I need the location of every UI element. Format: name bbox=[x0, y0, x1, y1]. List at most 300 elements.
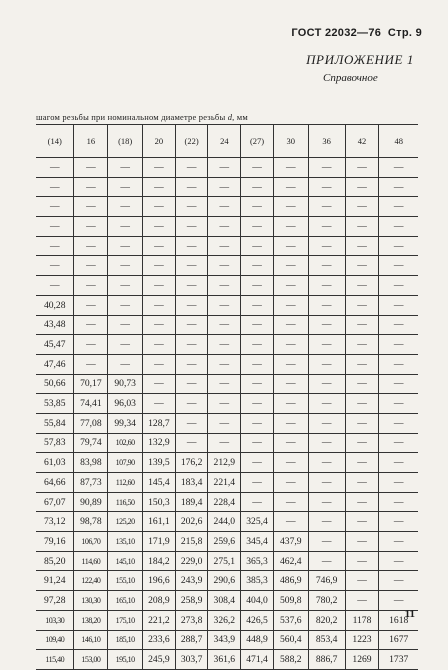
table-cell: — bbox=[345, 335, 379, 355]
table-row bbox=[36, 413, 418, 433]
table-cell: — bbox=[273, 512, 308, 532]
table-cell: — bbox=[308, 177, 345, 197]
table-cell: 116,50 bbox=[108, 492, 143, 512]
table-cell: 74,41 bbox=[74, 394, 108, 414]
table-cell: — bbox=[345, 413, 379, 433]
table-cell: 853,4 bbox=[308, 630, 345, 650]
table-cell: — bbox=[208, 413, 241, 433]
table-cell: — bbox=[175, 413, 208, 433]
table-cell: — bbox=[241, 158, 274, 178]
appendix-subtitle: Справочное bbox=[323, 72, 378, 84]
table-cell: 70,17 bbox=[74, 374, 108, 394]
table-cell: — bbox=[308, 532, 345, 552]
table-cell: 114,60 bbox=[74, 551, 108, 571]
table-cell: 185,10 bbox=[108, 630, 143, 650]
table-cell: 99,34 bbox=[108, 413, 143, 433]
table-cell: 1737 bbox=[379, 650, 418, 670]
table-cell: — bbox=[241, 236, 274, 256]
table-cell: — bbox=[175, 276, 208, 296]
table-cell: — bbox=[241, 394, 274, 414]
table-cell: — bbox=[273, 256, 308, 276]
table-cell: 471,4 bbox=[241, 650, 274, 670]
table-cell: — bbox=[379, 177, 418, 197]
table-cell: 275,1 bbox=[208, 551, 241, 571]
table-cell: 132,9 bbox=[143, 433, 176, 453]
table-cell: — bbox=[143, 158, 176, 178]
table-cell: 96,03 bbox=[108, 394, 143, 414]
column-header: 24 bbox=[208, 125, 241, 158]
table-cell: — bbox=[74, 256, 108, 276]
table-row bbox=[36, 453, 418, 473]
table-row bbox=[36, 276, 418, 296]
table-cell: 1178 bbox=[345, 610, 379, 630]
table-row bbox=[36, 374, 418, 394]
table-row bbox=[36, 177, 418, 197]
table-cell: — bbox=[241, 354, 274, 374]
table-cell: — bbox=[143, 236, 176, 256]
table-cell: — bbox=[379, 571, 418, 591]
table-cell: — bbox=[379, 413, 418, 433]
table-cell: — bbox=[74, 315, 108, 335]
table-cell: — bbox=[273, 295, 308, 315]
table-cell: 40,28 bbox=[36, 295, 74, 315]
table-cell: 47,46 bbox=[36, 354, 74, 374]
table-cell: — bbox=[308, 256, 345, 276]
table-cell: — bbox=[175, 295, 208, 315]
table-cell: 233,6 bbox=[143, 630, 176, 650]
table-cell: 1677 bbox=[379, 630, 418, 650]
table-cell: 165,10 bbox=[108, 591, 143, 611]
table-cell: — bbox=[175, 177, 208, 197]
table-cell: 189,4 bbox=[175, 492, 208, 512]
table-cell: — bbox=[208, 335, 241, 355]
table-cell: 886,7 bbox=[308, 650, 345, 670]
table-row bbox=[36, 256, 418, 276]
table-cell: 361,6 bbox=[208, 650, 241, 670]
table-cell: 215,8 bbox=[175, 532, 208, 552]
table-cell: — bbox=[241, 276, 274, 296]
table-cell: — bbox=[308, 315, 345, 335]
table-cell: — bbox=[345, 512, 379, 532]
table-row bbox=[36, 335, 418, 355]
table-cell: 437,9 bbox=[273, 532, 308, 552]
table-cell: 91,24 bbox=[36, 571, 74, 591]
table-cell: 345,4 bbox=[241, 532, 274, 552]
table-cell: — bbox=[143, 354, 176, 374]
table-cell: 90,73 bbox=[108, 374, 143, 394]
table-cell: — bbox=[74, 335, 108, 355]
table-cell: — bbox=[175, 354, 208, 374]
table-cell: — bbox=[175, 217, 208, 237]
table-cell: — bbox=[308, 551, 345, 571]
table-row bbox=[36, 354, 418, 374]
table-cell: — bbox=[108, 295, 143, 315]
table-cell: — bbox=[345, 571, 379, 591]
table-cell: — bbox=[273, 315, 308, 335]
column-header: 30 bbox=[273, 125, 308, 158]
table-cell: 87,73 bbox=[74, 473, 108, 493]
table-cell: 128,7 bbox=[143, 413, 176, 433]
table-cell: — bbox=[308, 197, 345, 217]
table-cell: 45,47 bbox=[36, 335, 74, 355]
table-cell: 1269 bbox=[345, 650, 379, 670]
table-cell: 385,3 bbox=[241, 571, 274, 591]
table-cell: 537,6 bbox=[273, 610, 308, 630]
table-cell: 109,40 bbox=[36, 630, 74, 650]
table-header-row bbox=[36, 125, 418, 158]
table-cell: — bbox=[379, 276, 418, 296]
table-cell: — bbox=[143, 374, 176, 394]
standard-code: ГОСТ 22032—76 bbox=[291, 27, 382, 39]
table-cell: — bbox=[74, 177, 108, 197]
table-cell: — bbox=[379, 512, 418, 532]
table-cell: — bbox=[345, 256, 379, 276]
table-cell: — bbox=[175, 197, 208, 217]
table-cell: 161,1 bbox=[143, 512, 176, 532]
table-cell: — bbox=[308, 374, 345, 394]
table-cell: 50,66 bbox=[36, 374, 74, 394]
table-cell: 245,9 bbox=[143, 650, 176, 670]
table-row bbox=[36, 473, 418, 493]
table-cell: 103,30 bbox=[36, 610, 74, 630]
table-cell: 560,4 bbox=[273, 630, 308, 650]
table-cell: 404,0 bbox=[241, 591, 274, 611]
table-cell: 146,10 bbox=[74, 630, 108, 650]
table-cell: 343,9 bbox=[208, 630, 241, 650]
table-cell: 221,4 bbox=[208, 473, 241, 493]
table-cell: — bbox=[175, 315, 208, 335]
table-cell: — bbox=[273, 394, 308, 414]
table-cell: — bbox=[108, 256, 143, 276]
table-cell: — bbox=[273, 374, 308, 394]
table-cell: 290,6 bbox=[208, 571, 241, 591]
table-cell: — bbox=[379, 492, 418, 512]
table-cell: — bbox=[208, 158, 241, 178]
table-row bbox=[36, 551, 418, 571]
table-cell: — bbox=[379, 217, 418, 237]
table-cell: 486,9 bbox=[273, 571, 308, 591]
table-cell: — bbox=[345, 158, 379, 178]
caption-text: шагом резьбы при номинальном диаметре резьбы bbox=[36, 112, 228, 122]
table-cell: — bbox=[208, 276, 241, 296]
table-cell: — bbox=[273, 197, 308, 217]
table-cell: — bbox=[379, 256, 418, 276]
table-cell: 73,12 bbox=[36, 512, 74, 532]
table-cell: — bbox=[308, 354, 345, 374]
table-cell: — bbox=[208, 177, 241, 197]
table-cell: — bbox=[74, 236, 108, 256]
table-cell: — bbox=[273, 473, 308, 493]
table-cell: 153,00 bbox=[74, 650, 108, 670]
table-cell: — bbox=[308, 236, 345, 256]
table-cell: 79,16 bbox=[36, 532, 74, 552]
table-cell: 55,84 bbox=[36, 413, 74, 433]
table-row bbox=[36, 433, 418, 453]
caption-variable: d bbox=[227, 112, 233, 122]
table-cell: — bbox=[308, 512, 345, 532]
table-cell: — bbox=[379, 532, 418, 552]
table-cell: — bbox=[74, 295, 108, 315]
table-cell: — bbox=[379, 433, 418, 453]
document-header bbox=[291, 27, 422, 39]
table-cell: — bbox=[241, 197, 274, 217]
table-cell: 57,83 bbox=[36, 433, 74, 453]
table-cell: — bbox=[308, 453, 345, 473]
table-row bbox=[36, 492, 418, 512]
table-cell: — bbox=[308, 473, 345, 493]
table-cell: — bbox=[108, 335, 143, 355]
table-cell: — bbox=[379, 197, 418, 217]
table-row bbox=[36, 610, 418, 630]
table-cell: 77,08 bbox=[74, 413, 108, 433]
table-row bbox=[36, 630, 418, 650]
caption-unit: , мм bbox=[232, 112, 248, 122]
table-cell: — bbox=[379, 551, 418, 571]
table-cell: — bbox=[308, 433, 345, 453]
table-row bbox=[36, 591, 418, 611]
table-cell: 85,20 bbox=[36, 551, 74, 571]
table-cell: — bbox=[379, 591, 418, 611]
table-cell: — bbox=[345, 295, 379, 315]
table-cell: — bbox=[208, 315, 241, 335]
table-cell: 64,66 bbox=[36, 473, 74, 493]
table-row bbox=[36, 158, 418, 178]
table-cell: — bbox=[241, 433, 274, 453]
table-cell: 780,2 bbox=[308, 591, 345, 611]
table-cell: 212,9 bbox=[208, 453, 241, 473]
table-cell: 202,6 bbox=[175, 512, 208, 532]
table-cell: — bbox=[208, 256, 241, 276]
table-cell: — bbox=[143, 295, 176, 315]
table-cell: — bbox=[36, 217, 74, 237]
table-cell: — bbox=[208, 197, 241, 217]
table-cell: — bbox=[379, 158, 418, 178]
table-cell: — bbox=[143, 256, 176, 276]
table-cell: — bbox=[379, 394, 418, 414]
table-cell: — bbox=[308, 335, 345, 355]
table-cell: 462,4 bbox=[273, 551, 308, 571]
table-cell: — bbox=[143, 315, 176, 335]
table-cell: — bbox=[208, 295, 241, 315]
table-cell: 288,7 bbox=[175, 630, 208, 650]
table-cell: 448,9 bbox=[241, 630, 274, 650]
table-cell: 67,07 bbox=[36, 492, 74, 512]
table-cell: — bbox=[175, 394, 208, 414]
table-row bbox=[36, 650, 418, 670]
table-cell: — bbox=[241, 413, 274, 433]
table-cell: — bbox=[143, 197, 176, 217]
table-cell: — bbox=[108, 158, 143, 178]
table-cell: — bbox=[36, 177, 74, 197]
table-cell: 138,20 bbox=[74, 610, 108, 630]
table-row bbox=[36, 315, 418, 335]
table-cell: — bbox=[175, 256, 208, 276]
table-cell: — bbox=[108, 197, 143, 217]
table-cell: — bbox=[74, 158, 108, 178]
table-cell: — bbox=[241, 492, 274, 512]
table-cell: 155,10 bbox=[108, 571, 143, 591]
table-cell: 122,40 bbox=[74, 571, 108, 591]
table-cell: — bbox=[208, 354, 241, 374]
table-cell: — bbox=[241, 315, 274, 335]
table-cell: — bbox=[345, 433, 379, 453]
table-cell: — bbox=[345, 315, 379, 335]
table-caption bbox=[36, 112, 248, 122]
table-cell: — bbox=[108, 177, 143, 197]
table-cell: — bbox=[74, 217, 108, 237]
table-cell: — bbox=[273, 354, 308, 374]
table-cell: — bbox=[273, 276, 308, 296]
table-cell: — bbox=[379, 453, 418, 473]
table-cell: 243,9 bbox=[175, 571, 208, 591]
column-header: 20 bbox=[143, 125, 176, 158]
table-cell: 106,70 bbox=[74, 532, 108, 552]
table-cell: — bbox=[74, 354, 108, 374]
table-cell: 426,5 bbox=[241, 610, 274, 630]
column-header: 36 bbox=[308, 125, 345, 158]
table-cell: — bbox=[175, 158, 208, 178]
column-header: (27) bbox=[241, 125, 274, 158]
table-cell: — bbox=[345, 591, 379, 611]
table-cell: — bbox=[143, 217, 176, 237]
table-cell: 90,89 bbox=[74, 492, 108, 512]
table-cell: — bbox=[108, 236, 143, 256]
table-cell: — bbox=[175, 433, 208, 453]
table-cell: — bbox=[308, 492, 345, 512]
table-cell: — bbox=[273, 236, 308, 256]
table-cell: — bbox=[74, 197, 108, 217]
table-cell: — bbox=[345, 374, 379, 394]
table-cell: 303,7 bbox=[175, 650, 208, 670]
table-cell: — bbox=[379, 473, 418, 493]
page-label: Стр. 9 bbox=[387, 27, 422, 39]
table-cell: 107,90 bbox=[108, 453, 143, 473]
table-cell: 244,0 bbox=[208, 512, 241, 532]
table-cell: — bbox=[208, 433, 241, 453]
table-cell: — bbox=[273, 177, 308, 197]
table-cell: 130,30 bbox=[74, 591, 108, 611]
table-cell: 184,2 bbox=[143, 551, 176, 571]
table-cell: — bbox=[273, 453, 308, 473]
table-cell: 1223 bbox=[345, 630, 379, 650]
table-cell: 326,2 bbox=[208, 610, 241, 630]
table-cell: — bbox=[345, 473, 379, 493]
table-cell: — bbox=[143, 276, 176, 296]
table-cell: — bbox=[345, 197, 379, 217]
table-cell: — bbox=[379, 335, 418, 355]
table-cell: 325,4 bbox=[241, 512, 274, 532]
table-cell: 273,8 bbox=[175, 610, 208, 630]
table-cell: 208,9 bbox=[143, 591, 176, 611]
table-row bbox=[36, 236, 418, 256]
table-cell: — bbox=[379, 315, 418, 335]
column-header: (14) bbox=[36, 125, 74, 158]
table-cell: — bbox=[108, 217, 143, 237]
table-cell: — bbox=[36, 276, 74, 296]
table-cell: 820,2 bbox=[308, 610, 345, 630]
table-cell: 112,60 bbox=[108, 473, 143, 493]
table-row bbox=[36, 217, 418, 237]
table-cell: 229,0 bbox=[175, 551, 208, 571]
column-header: (22) bbox=[175, 125, 208, 158]
table-cell: — bbox=[345, 276, 379, 296]
table-cell: — bbox=[273, 335, 308, 355]
table-row bbox=[36, 532, 418, 552]
table-cell: 176,2 bbox=[175, 453, 208, 473]
table-cell: — bbox=[36, 236, 74, 256]
table-cell: — bbox=[241, 374, 274, 394]
table-cell: — bbox=[175, 335, 208, 355]
table-cell: — bbox=[208, 394, 241, 414]
table-cell: 145,4 bbox=[143, 473, 176, 493]
table-cell: 125,20 bbox=[108, 512, 143, 532]
table-cell: 228,4 bbox=[208, 492, 241, 512]
table-cell: 183,4 bbox=[175, 473, 208, 493]
table-cell: — bbox=[345, 551, 379, 571]
table-cell: — bbox=[241, 335, 274, 355]
table-cell: — bbox=[273, 413, 308, 433]
column-header: 48 bbox=[379, 125, 418, 158]
data-table bbox=[36, 124, 418, 670]
table-cell: — bbox=[208, 236, 241, 256]
table-cell: 175,10 bbox=[108, 610, 143, 630]
table-cell: — bbox=[208, 374, 241, 394]
table-cell: — bbox=[143, 394, 176, 414]
table-cell: — bbox=[345, 236, 379, 256]
table-cell: 1618 bbox=[379, 610, 418, 630]
table-cell: — bbox=[208, 217, 241, 237]
table-cell: 139,5 bbox=[143, 453, 176, 473]
table-cell: — bbox=[308, 413, 345, 433]
table-cell: 365,3 bbox=[241, 551, 274, 571]
table-cell: — bbox=[308, 276, 345, 296]
table-cell: — bbox=[345, 532, 379, 552]
table-cell: — bbox=[241, 453, 274, 473]
table-cell: — bbox=[379, 374, 418, 394]
table-cell: — bbox=[36, 158, 74, 178]
table-cell: — bbox=[74, 276, 108, 296]
table-cell: 195,10 bbox=[108, 650, 143, 670]
table-cell: — bbox=[345, 177, 379, 197]
table-cell: — bbox=[345, 354, 379, 374]
table-cell: — bbox=[241, 295, 274, 315]
table-row bbox=[36, 394, 418, 414]
table-cell: 509,8 bbox=[273, 591, 308, 611]
table-cell: 150,3 bbox=[143, 492, 176, 512]
table-cell: 145,10 bbox=[108, 551, 143, 571]
table-cell: 308,4 bbox=[208, 591, 241, 611]
table-cell: — bbox=[143, 335, 176, 355]
table-cell: 102,60 bbox=[108, 433, 143, 453]
appendix-title: ПРИЛОЖЕНИЕ 1 bbox=[306, 52, 414, 67]
table-cell: — bbox=[175, 374, 208, 394]
table-cell: — bbox=[175, 236, 208, 256]
table-cell: — bbox=[108, 354, 143, 374]
table-cell: — bbox=[345, 217, 379, 237]
table-cell: — bbox=[108, 276, 143, 296]
table-body bbox=[36, 158, 418, 670]
table-cell: — bbox=[36, 197, 74, 217]
table-cell: 746,9 bbox=[308, 571, 345, 591]
table-cell: — bbox=[241, 177, 274, 197]
table-cell: 53,85 bbox=[36, 394, 74, 414]
table-cell: — bbox=[345, 492, 379, 512]
table-cell: — bbox=[379, 295, 418, 315]
table-row bbox=[36, 512, 418, 532]
table-cell: — bbox=[273, 433, 308, 453]
table-cell: 135,10 bbox=[108, 532, 143, 552]
table-cell: 171,9 bbox=[143, 532, 176, 552]
